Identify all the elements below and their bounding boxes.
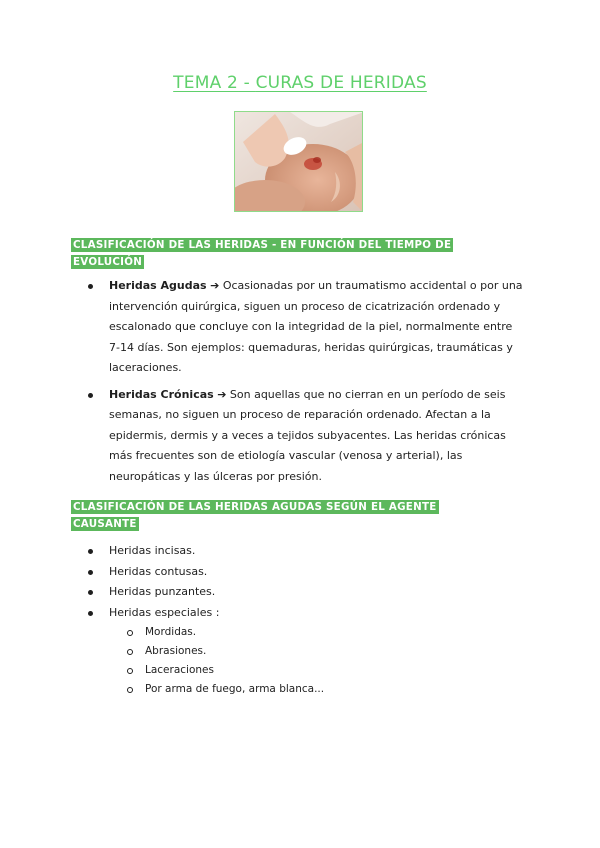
hollow-bullet-icon xyxy=(127,649,133,655)
sublist-item: Por arma de fuego, arma blanca... xyxy=(145,680,560,699)
list-item: Heridas contusas. xyxy=(109,562,524,583)
sublist-item: Abrasiones. xyxy=(145,642,560,661)
list-item: Heridas punzantes. xyxy=(109,582,524,603)
hollow-bullet-icon xyxy=(127,630,133,636)
special-wounds-sublist xyxy=(145,623,560,699)
bullet-dot-icon xyxy=(88,570,93,575)
section-heading-time: CLASIFICACIÓN DE LAS HERIDAS - EN FUNCIÓN DEL TIEMPO DE EVOLUCIÓN xyxy=(73,239,452,268)
item-text: Son aquellas que no cierran en un período de seis semanas, no siguen un proceso de reparación ordenado. Afectan a la epidermis, dermis y a veces a tejidos subyacentes. Las heridas crónicas más frecuentes son de etiología vascular (venosa y arterial), las neuropáticas y las úlceras por presión. xyxy=(109,387,506,483)
hollow-bullet-icon xyxy=(127,668,133,674)
arrow-icon: ➔ xyxy=(217,387,227,401)
arrow-icon: ➔ xyxy=(210,279,220,292)
section-heading-agent: CLASIFICACIÓN DE LAS HERIDAS AGUDAS SEGÚN EL AGENTE CAUSANTE xyxy=(73,501,437,530)
hollow-bullet-icon xyxy=(127,687,133,693)
list-item: Heridas incisas. xyxy=(109,541,524,562)
bullet-dot-icon xyxy=(88,284,93,289)
list-item xyxy=(109,276,524,379)
item-text: Ocasionadas por un traumatismo accidental o por una intervención quirúrgica, siguen un proceso de cicatrización ordenado y escalonado que concluye con la integridad de la piel, normalmente entre 7-14 días. Son ejemplos: quemaduras, heridas quirúrgicas, traumáticas y laceraciones. xyxy=(109,279,523,374)
term-label: Heridas Agudas xyxy=(109,279,207,292)
bullet-dot-icon xyxy=(88,611,93,616)
bullet-dot-icon xyxy=(88,393,93,398)
bullet-dot-icon xyxy=(88,590,93,595)
bullet-dot-icon xyxy=(88,549,93,554)
list-item: Heridas especiales : Mordidas. Abrasiones. Laceraciones Por arma de fuego, arma blanca... xyxy=(109,603,524,700)
acute-chronic-list xyxy=(109,276,524,493)
sublist-item: Mordidas. xyxy=(145,623,560,642)
page-title: TEMA 2 - CURAS DE HERIDAS xyxy=(173,73,427,93)
agent-list xyxy=(109,541,524,699)
wound-care-photo xyxy=(234,111,363,212)
term-label: Heridas Crónicas xyxy=(109,387,214,401)
wound-care-illustration xyxy=(235,112,363,212)
list-item xyxy=(109,385,524,488)
sublist-item: Laceraciones xyxy=(145,661,560,680)
